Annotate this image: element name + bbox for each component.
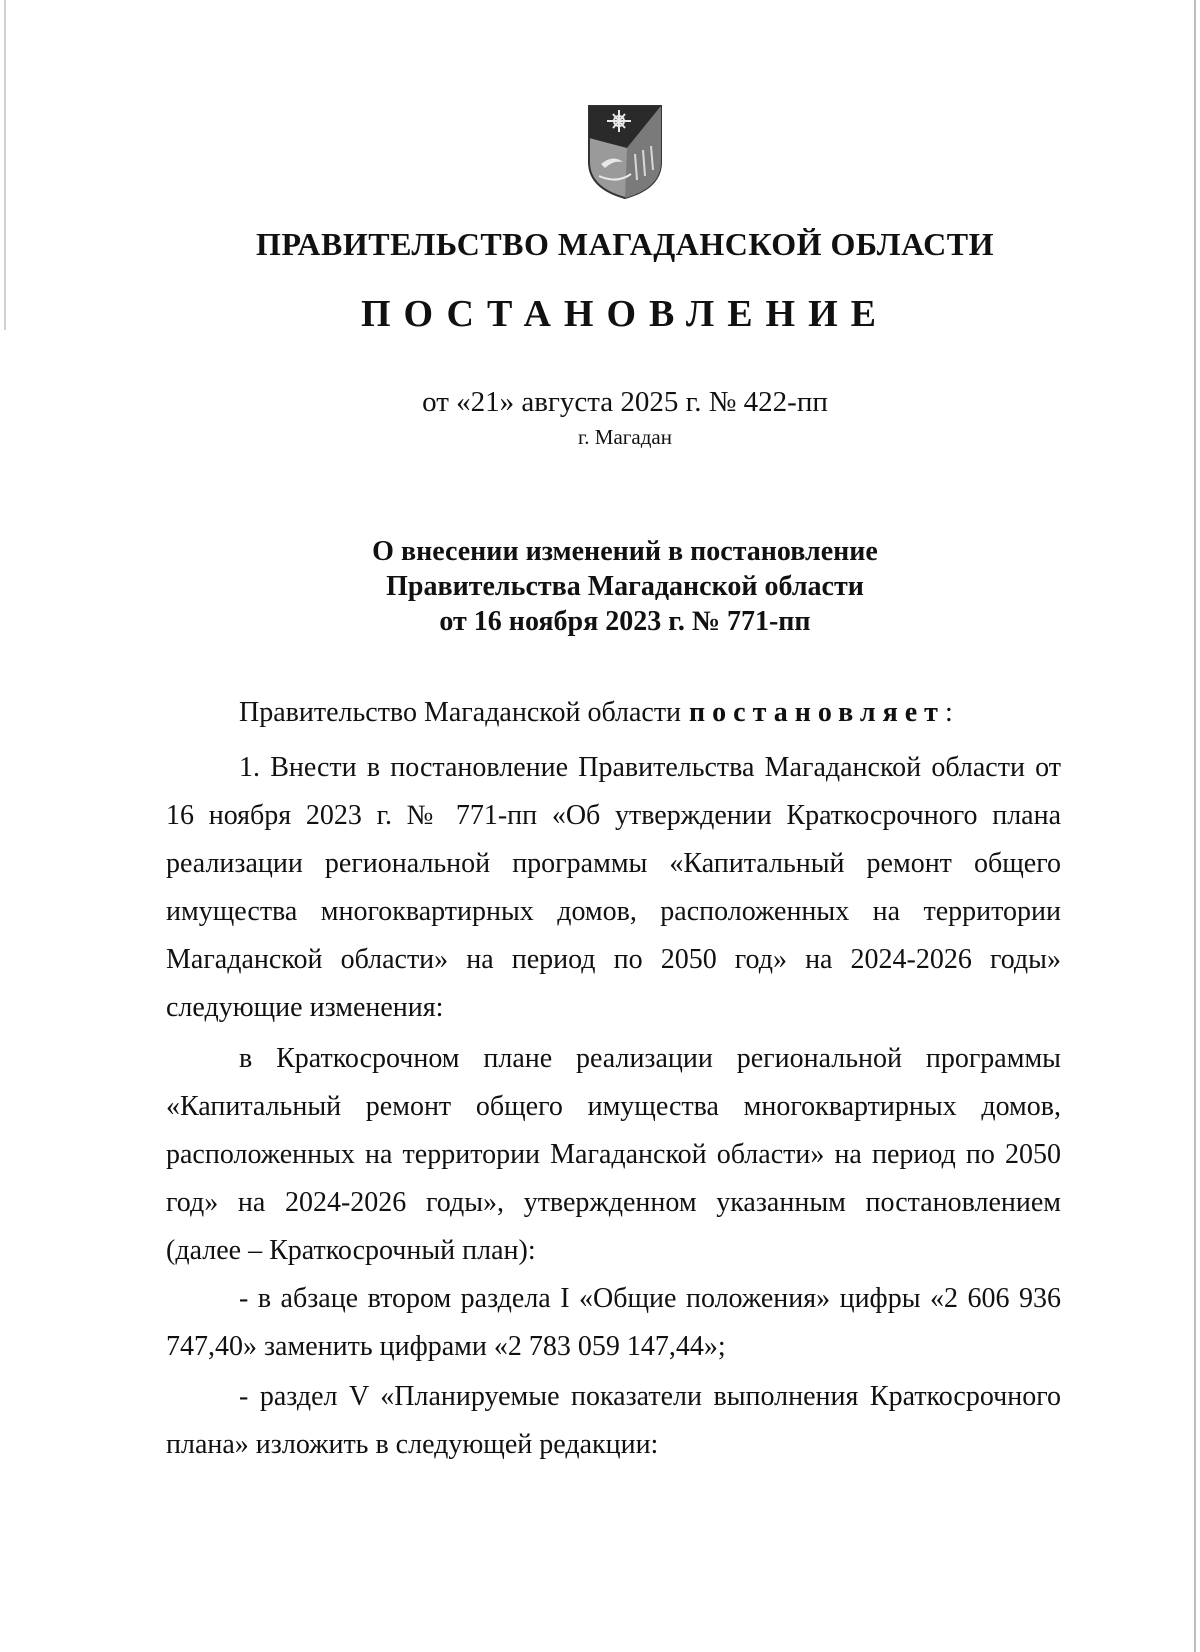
organization-title: ПРАВИТЕЛЬСТВО МАГАДАНСКОЙ ОБЛАСТИ — [256, 226, 994, 262]
intro-suffix: : — [944, 697, 953, 728]
intro-verb: постановляет — [689, 697, 945, 728]
resolution-intro — [239, 697, 953, 729]
paragraph-amendment-section: - раздел V «Планируемые показатели выполнения Краткосрочного плана» изложить в следующей редакции: — [166, 1381, 1061, 1460]
document-subject — [0, 534, 1200, 639]
intro-prefix: Правительство Магаданской области — [239, 697, 682, 728]
subject-line: от 16 ноября 2023 г. № 771-пп — [439, 606, 811, 637]
coat-of-arms-icon — [587, 104, 663, 200]
document-city: г. Магадан — [578, 425, 672, 449]
document-date-number: от «21» августа 2025 г. № 422-пп — [422, 386, 828, 418]
paragraph-amendment-figures: - в абзаце втором раздела I «Общие положения» цифры «2 606 936 747,40» заменить цифрами «2 783 059 147,44»; — [166, 1283, 1061, 1362]
subject-line: Правительства Магаданской области — [386, 571, 864, 602]
scan-edge-left — [4, 0, 6, 330]
paragraph-item-1: 1. Внести в постановление Правительства Магаданской области от 16 ноября 2023 г. № 771-пп «Об утверждении Краткосрочного плана реализации региональной программы «Капитальный ремонт общего имущества многоквартирных домов, расположенных на территории Магаданской области» на период по 2050 год» на 2024-2026 годы» следующие изменения: — [166, 752, 1061, 1023]
document-type-title: ПОСТАНОВЛЕНИЕ — [360, 293, 890, 335]
paragraph-amendment-plan: в Краткосрочном плане реализации региональной программы «Капитальный ремонт общего имущества многоквартирных домов, расположенных на территории Магаданской области» на период по 2050 год» на 2024-2026 годы», утвержденном указанным постановлением (далее – Краткосрочный план): — [166, 1043, 1061, 1266]
subject-line: О внесении изменений в постановление — [372, 536, 878, 567]
